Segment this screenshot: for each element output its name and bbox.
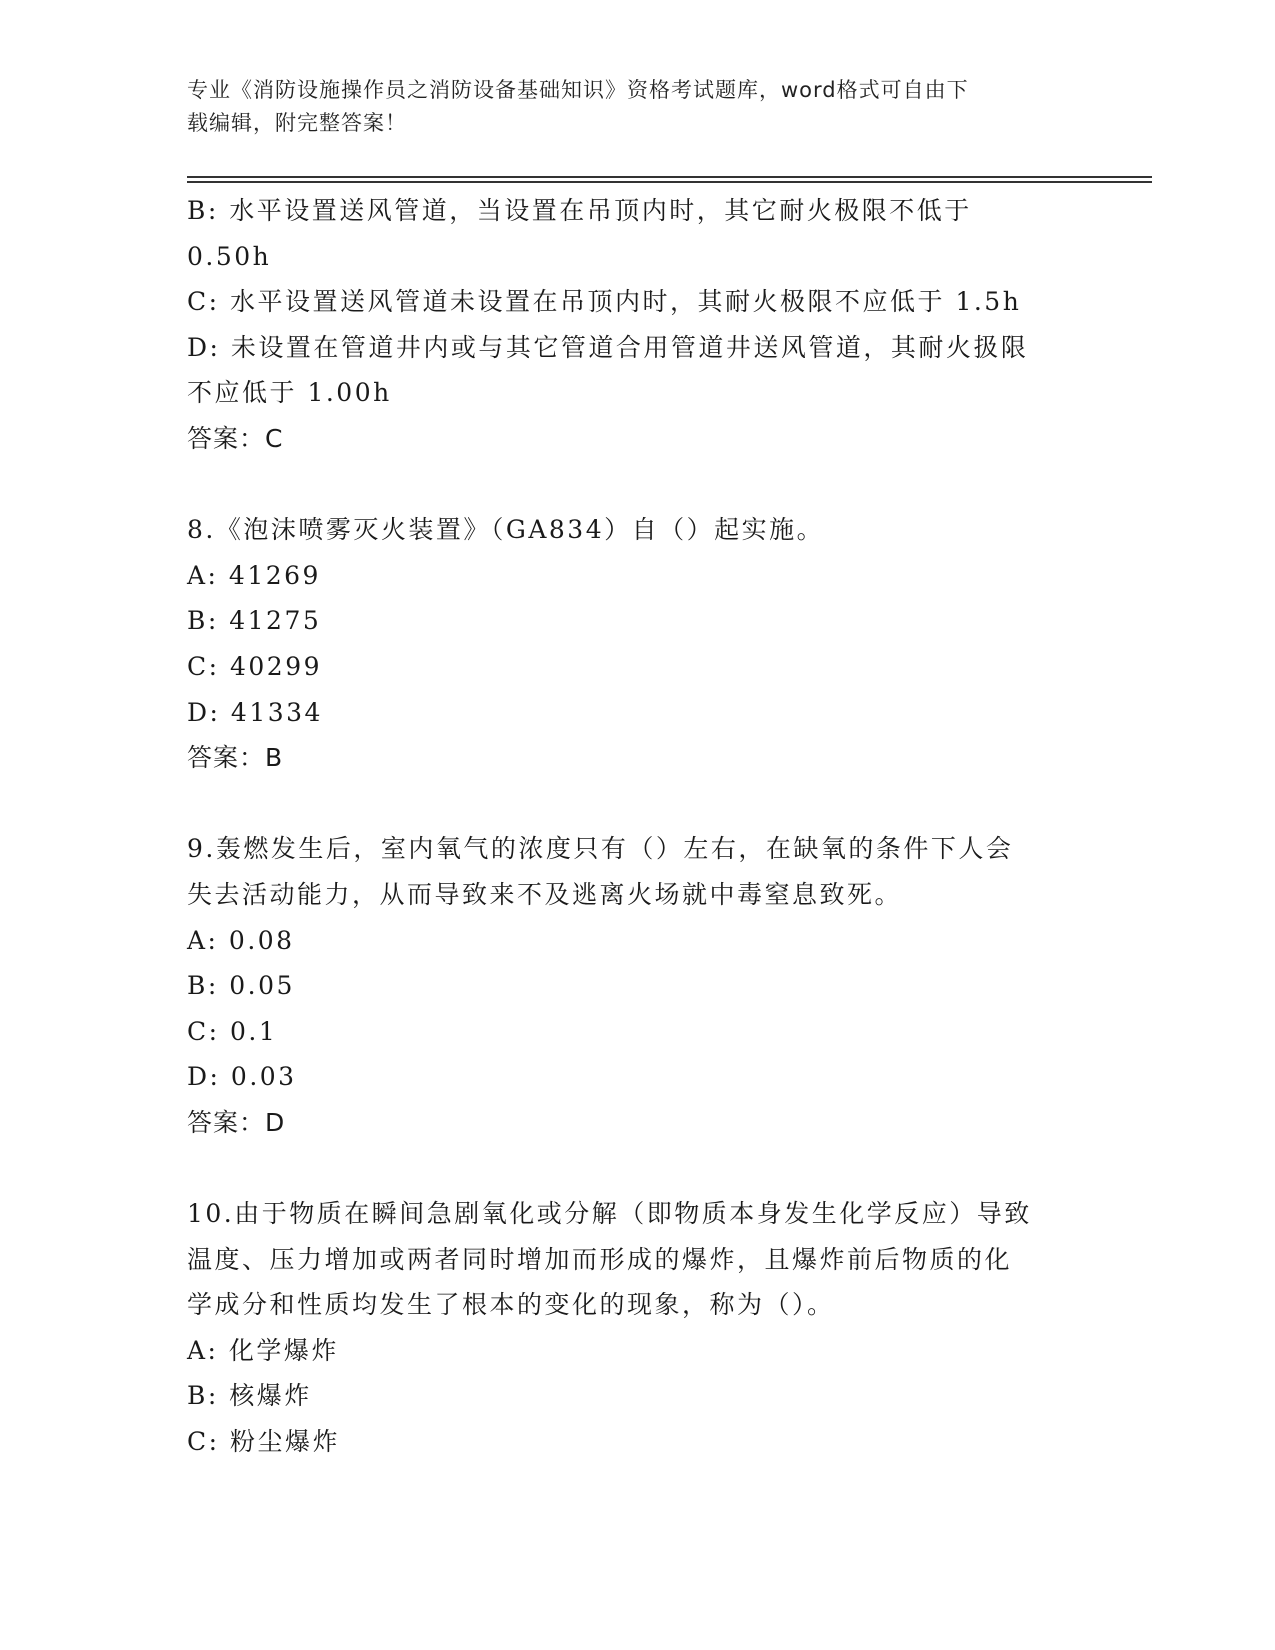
q9-text-line-2: 失去活动能力，从而导致来不及逃离火场就中毒窒息致死。 — [187, 879, 903, 909]
prev-option-c: C: 水平设置送风管道未设置在吊顶内时，其耐火极限不应低于 1.5h — [187, 287, 1022, 317]
question-content — [187, 188, 1077, 1465]
q9-option-d: D: 0.03 — [187, 1062, 297, 1092]
spacer — [187, 1145, 1077, 1191]
q10-option-c: C: 粉尘爆炸 — [187, 1427, 340, 1457]
q9-option-a: A: 0.08 — [187, 925, 295, 955]
prev-option-b-continued: 0.50h — [187, 241, 272, 271]
header-line-1: 专业《消防设施操作员之消防设备基础知识》资格考试题库，word格式可自由下 — [187, 78, 969, 102]
prev-answer: 答案：C — [187, 423, 284, 453]
header-line-2: 载编辑，附完整答案！ — [187, 111, 407, 135]
spacer — [187, 781, 1077, 827]
q9-text-line-1: 9.轰燃发生后，室内氧气的浓度只有（）左右，在缺氧的条件下人会 — [187, 834, 1014, 864]
prev-option-b: B: 水平设置送风管道，当设置在吊顶内时，其它耐火极限不低于 — [187, 196, 972, 225]
q8-option-d: D: 41334 — [187, 697, 323, 727]
spacer — [187, 462, 1077, 508]
q8-option-b: B: 41275 — [187, 606, 322, 636]
q10-option-b: B: 核爆炸 — [187, 1381, 312, 1411]
q8-text: 8.《泡沫喷雾灭火装置》（GA834）自（）起实施。 — [187, 515, 825, 545]
q9-option-c: C: 0.1 — [187, 1016, 278, 1046]
prev-option-d: D: 未设置在管道井内或与其它管道合用管道井送风管道，其耐火扱限 — [187, 332, 1029, 362]
header-divider-top — [187, 176, 1152, 178]
q10-text-line-2: 温度、压力增加或两者同时增加而形成的爆炸，且爆炸前后物质的化 — [187, 1244, 1013, 1274]
q8-answer: 答案：B — [187, 743, 284, 773]
q9-option-b: B: 0.05 — [187, 971, 295, 1001]
document-header — [187, 74, 1067, 140]
header-divider-bottom — [187, 181, 1152, 183]
q10-text-line-1: 10.由于物质在瞬间急剧氧化或分解（即物质本身发生化学反应）导致 — [187, 1199, 1032, 1229]
prev-option-d-continued: 不应低于 1.00h — [187, 378, 392, 408]
q10-text-line-3: 学成分和性质均发生了根本的变化的现象，称为（）。 — [187, 1290, 835, 1320]
q8-option-c: C: 40299 — [187, 651, 323, 681]
q10-option-a: A: 化学爆炸 — [187, 1335, 339, 1365]
q8-option-a: A: 41269 — [187, 560, 321, 590]
q9-answer: 答案：D — [187, 1107, 286, 1137]
